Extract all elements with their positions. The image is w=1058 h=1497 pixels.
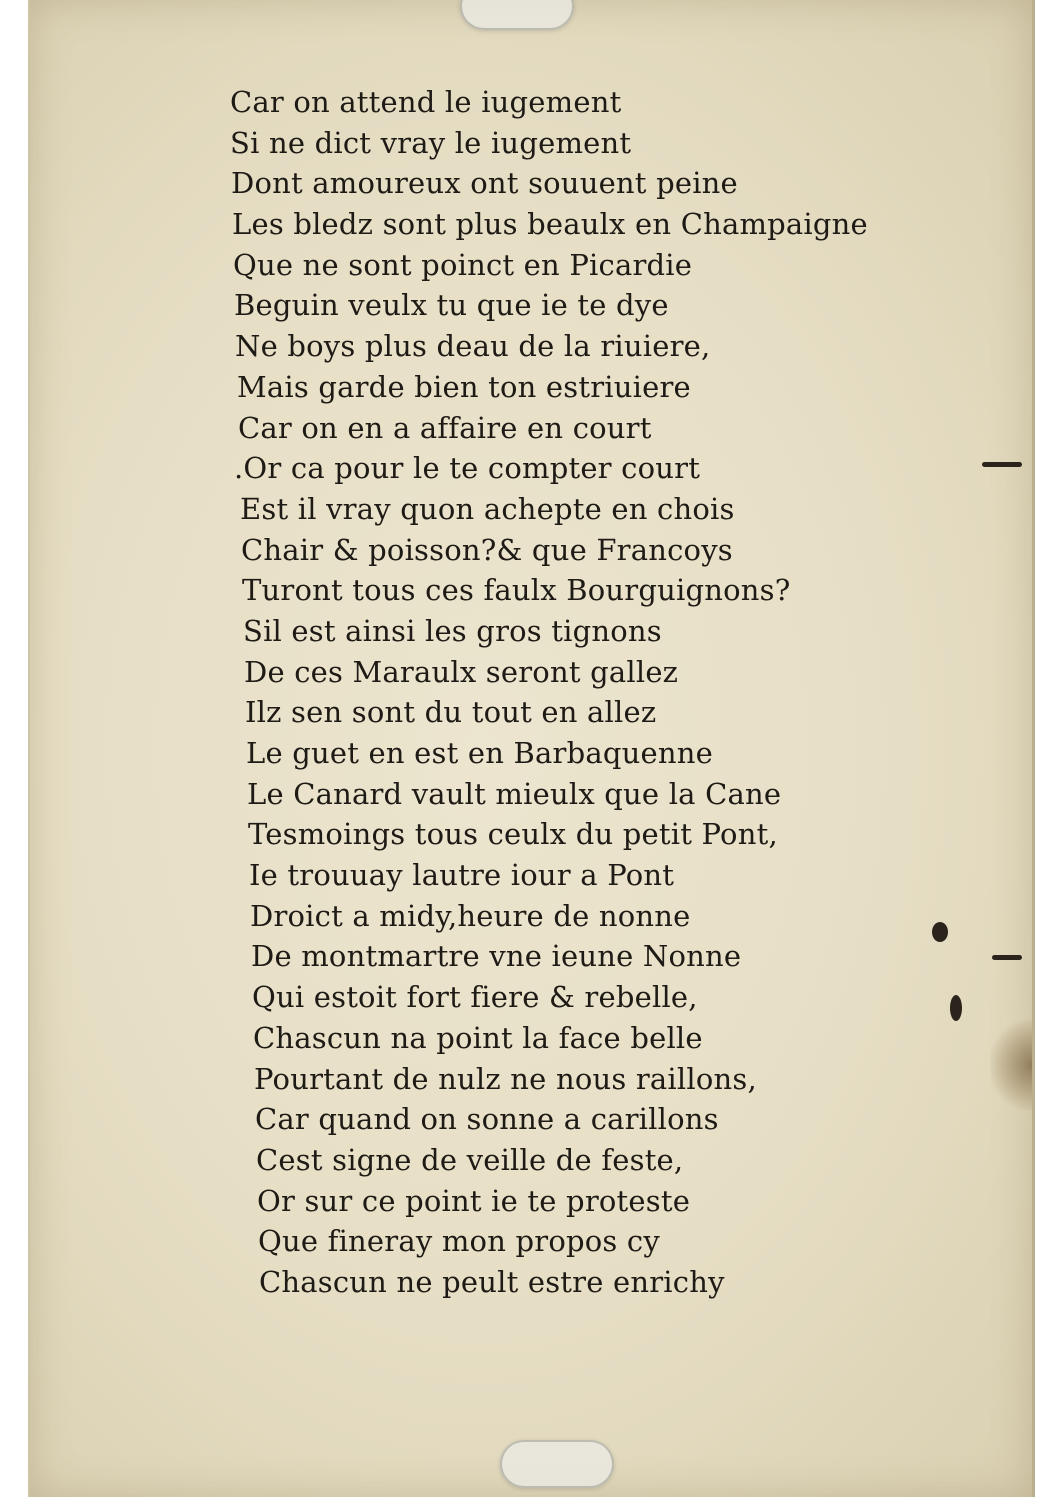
poem-line: Ilz sen sont du tout en allez	[245, 695, 657, 730]
poem-line: Que ne sont poinct en Picardie	[233, 247, 693, 282]
poem-line: Turont tous ces faulx Bourguignons?	[242, 573, 791, 608]
poem-line: Droict a midy,heure de nonne	[250, 898, 691, 933]
poem-line: Mais garde bien ton estriuiere	[237, 369, 691, 404]
poem-line: Chascun na point la face belle	[253, 1020, 703, 1055]
poem-text	[230, 82, 868, 1303]
poem-line: Ie trouuay lautre iour a Pont	[249, 858, 675, 893]
poem-line: Sil est ainsi les gros tignons	[243, 613, 662, 648]
poem-line: Est il vray quon achepte en chois	[240, 491, 735, 526]
poem-line: Beguin veulx tu que ie te dye	[234, 288, 669, 323]
poem-line: Chair & poisson?& que Francoys	[241, 532, 733, 567]
top-mounting-tab	[460, 0, 574, 30]
poem-line: De montmartre vne ieune Nonne	[251, 939, 742, 974]
poem-line: Dont amoureux ont souuent peine	[231, 166, 738, 201]
poem-line: Qui estoit fort fiere & rebelle,	[252, 980, 698, 1015]
poem-line: Chascun ne peult estre enrichy	[259, 1264, 725, 1299]
ink-stain	[990, 1020, 1035, 1110]
poem-line: Tesmoings tous ceulx du petit Pont,	[248, 817, 778, 852]
poem-line: Or sur ce point ie te proteste	[257, 1183, 691, 1218]
poem-line: Les bledz sont plus beaulx en Champaigne	[232, 207, 868, 242]
poem-line: Le guet en est en Barbaquenne	[246, 736, 713, 770]
manuscript-page	[28, 0, 1035, 1497]
poem-line: Ne boys plus deau de la riuiere,	[235, 329, 711, 364]
bottom-mounting-tab	[500, 1440, 614, 1488]
ink-blot	[932, 922, 948, 942]
poem-line: Car on en a affaire en court	[238, 410, 652, 445]
ink-blot	[982, 462, 1022, 467]
poem-line: Cest signe de veille de feste,	[256, 1142, 684, 1177]
poem-line: Car quand on sonne a carillons	[255, 1102, 719, 1137]
poem-line: Le Canard vault mieulx que la Cane	[247, 776, 782, 811]
poem-line: Que fineray mon propos cy	[258, 1224, 660, 1259]
poem-line: De ces Maraulx seront gallez	[244, 654, 679, 689]
poem-line: .Or ca pour le te compter court	[234, 451, 701, 486]
poem-line: Si ne dict vray le iugement	[230, 125, 632, 160]
ink-blot	[992, 955, 1022, 960]
ink-blot	[950, 995, 962, 1021]
poem-line: Pourtant de nulz ne nous raillons,	[254, 1061, 757, 1096]
poem-line: Car on attend le iugement	[230, 85, 622, 119]
